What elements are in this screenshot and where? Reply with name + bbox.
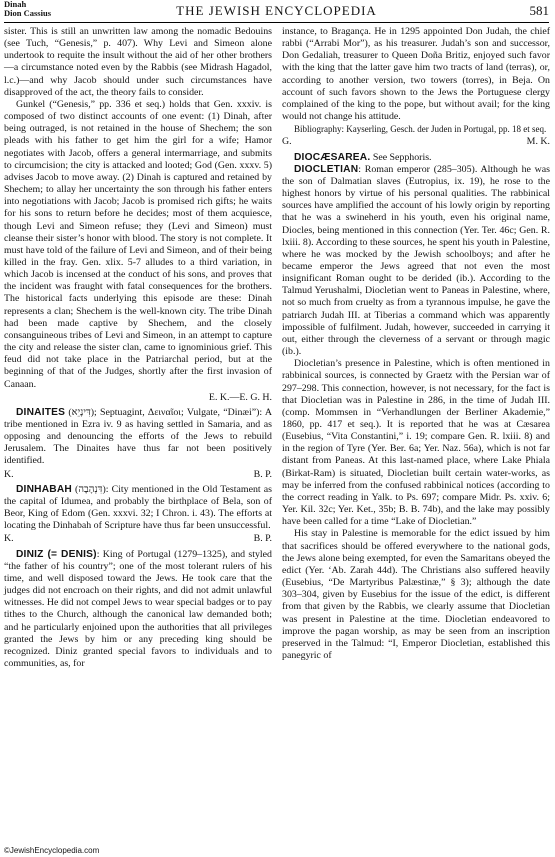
right-column [282,26,550,662]
left-column [4,26,272,670]
author-signature: K. B. P. [4,468,272,480]
header-title: THE JEWISH ENCYCLOPEDIA [176,3,377,18]
entry-diocletian [282,164,550,359]
running-header [4,0,549,22]
paragraph: Diocletian’s presence in Palestine, which is often mentioned in rabbinical sources, is connected by Graetz with the Persian war of 297–298. This connection, however, is not necessary, for the fact is that Diocletian was in Palestine in 286, in the time of Judah III. (comp. Mommsen in “Verhandlungen der Berliner Akademie,” 1860, pp. 417 et seq.). It is reported that he was at Cæsarea (Eusebius, “Vita Constantini,” i. 19; compare Gen. R. lxiii. 8) and in the region of Tyre (Yer. Ber. 6a; Yer. Naz. 56a), which is not far distant from Paneas. At this last-named place, where Lake Phiala (Birkat-Ram) is situated, Diocletian built certain water-works, as may be inferred from the confused rabbinical notices (according to the correct reading in Yalk. to Ps. 697; compare Midr. Ps. xxiv. 6; Yer. Kil. 32c; Yer. Ket., 35b; B. B. 74b), and the lake may possibly have been called for a time “Lake of Diocletian.” [282,358,550,528]
entry-body: See Sepphoris. [370,151,432,163]
entry-dinaites [4,407,272,468]
copyright-footer: ©JewishEncyclopedia.com [4,846,100,855]
guide-word-last: Dion Cassius [4,8,52,18]
header-rule [4,22,549,23]
guide-word-first: Dinah [4,0,27,9]
entry-body: : King of Portugal (1279–1325), and styled “the father of his country”; one of the most tolerant rulers of his time, and well disposed toward the Jews. He took care that the judges did not encroach on their rights, and did not admit unlawful witnesses. He did not compel Jews to wear special badges or to pay tithes to the Church, although the canonical law demanded both; and he particularly enjoined upon the authorities that all privileges granted the Jews by him or any preceding king should be recognized. Diniz granted special favors to individuals and to communities, as, for [4,548,272,669]
headword: DIOCÆSAREA. [294,151,371,163]
paragraph: instance, to Bragança. He in 1295 appointed Don Judah, the chief rabbi (“Arrabi Mor”), as his treasurer. Judah’s son and successor, Don Gedaliah, treasurer to Queen Doña Britiz, enjoyed such favor with the king that the latter gave him two tracts of land (terras), or, according to another version, two towers (torres), in Beja. On account of such favors shown to the Jews the Portuguese clergy complained of the king to the pope, but without avail; for the king would not change his attitude. [282,26,550,123]
page-number: 581 [529,3,549,18]
author-signature: K. B. P. [4,533,272,545]
entry-body: : Roman emperor (285–305). Although he was the son of Dalmatian slaves (Eutropius, ix. 19), he rose to the highest honors by virtue of his personal qualities. The rabbinical sources have amplified the account of his lowly origin by reporting that he was a swineherd in his youth, even his original name, Diocles, being mentioned in this connection (Yer. Ter. 46c; Gen. R. lxiii. 8). According to these sources, he spent his youth in Palestine, where he was mocked by the Jewish schoolboys; and after he became emperor the Jews agreed that not even the most insignificant Roman ought to be derided (ib.). According to the Talmud Yerushalmi, Diocletian went to Paneas in Palestine, where, not so much from cruelty as from a tyrannous impulse, he gave the patriarch Judah III. at Tiberias a command which was apparently impossible of fulfilment. Judah, however, succeeded in carrying it out, either through the cleverness of a servant or through magic (ib.). [282,163,550,358]
author-signature: E. K.—E. G. H. [208,391,272,403]
author-signature: G. M. K. [282,136,550,148]
headword: DINHABAH [16,483,72,495]
headword: DINAITES [16,406,66,418]
paragraph: His stay in Palestine is memorable for the edict issued by him that sacrifices should be offered everywhere to the national gods, the Jews alone being exempted, for even the Samaritans obeyed the edict (Yer. ‘Ab. Zarah 44d). The Christians also suffered heavily (Eusebius, “De Martyribus Palæstinæ,” § 3); although the date 303–304, given by Eusebius for the issue of the edict, is different from that given by the Rabbis, we clearly assume that Diocletian was present in Palestine at the time. Diocletian endeavored to improve the pagan worship, as may be seen from an inscription preserved in the Talmud: “I, Emperor Diocletian, established this panegyric of [282,528,550,661]
headword: DIOCLETIAN [294,163,359,175]
entry-body: (דִּינָיֵא); Septuagint, Δειναῖοι; Vulgate, “Dinæi”): A tribe mentioned in Ezra iv. 9 as having settled in Samaria, and as opposing and denouncing the efforts of the Jews to rebuild Jerusalem. The Dinaites have thus far not been positively identified. [4,406,272,467]
entry-body: (דִּנְהָבָה): City mentioned in the Old Testament as the capital of Idumea, and probably the birthplace of Bela, son of Beor, King of Edom (Gen. xxxvi. 32; I Chron. i. 43). The efforts at locating the Dinhabah of Scripture have thus far been unsuccessful. [4,483,272,532]
paragraph: sister. This is still an unwritten law among the nomadic Bedouins (see Tuch, “Genesis,” p. 407). Why Levi and Simeon alone undertook to requite the insult without the aid of her other brothers—a circumstance noted even by the Rabbis (see Midrash Hagadol, l.c.)—and why Jacob should under such circumstances have disapproved of the act, the theory fails to consider. [4,26,272,98]
entry-diocaesarea [282,152,550,164]
entry-dinhabah [4,484,272,533]
bibliography: Bibliography: Kayserling, Gesch. der Juden in Portugal, pp. 18 et seq. [294,124,547,135]
entry-diniz [4,549,272,671]
headword: DINIZ (= DENIS) [16,548,97,560]
paragraph: Gunkel (“Genesis,” pp. 336 et seq.) holds that Gen. xxxiv. is composed of two distinct accounts of one event: (1) Dinah, after being outraged, is not retained in the house of Shechem; the son pleads with his father to get him the girl for a wife; Hamor negotiates with Jacob, offers a general intermarriage, and submits to circumcision; the city is attacked and looted; God (Gen. xxxv. 5) advises Jacob to move away. (2) Dinah is captured and retained by Shechem; to allay her uncertainty the son through his father enters into negotiations with Jacob; Jacob is promised rich gifts; he waits for his sons to return before he decides; most of them acquiesce, though Levi and Simeon refuse; they (Levi and Simeon) must cleanse their sister’s honor with blood. The story is not complete. It must have told of the failure of Levi and Simeon, and of their being killed in the fray. Gen. xlix. 5-7 alludes to a third variation, in which Jacob is incensed at the conduct of his sons, and proves that the incident was fraught with fatal consequences for the brothers. The historical facts underlying this episode are these: Dinah represents a clan; Shechem is the well-known city. The tribe Dinah had been made captive by Shechem, and the closely consanguineous tribes of Levi and Simeon, in an attempt to capture the city and release the sister clan, came to ignominious grief. This feud did not take place in the Patriarchal period, but at the beginning of that of the Judges, shortly after the first invasion of Canaan. [4,98,272,390]
